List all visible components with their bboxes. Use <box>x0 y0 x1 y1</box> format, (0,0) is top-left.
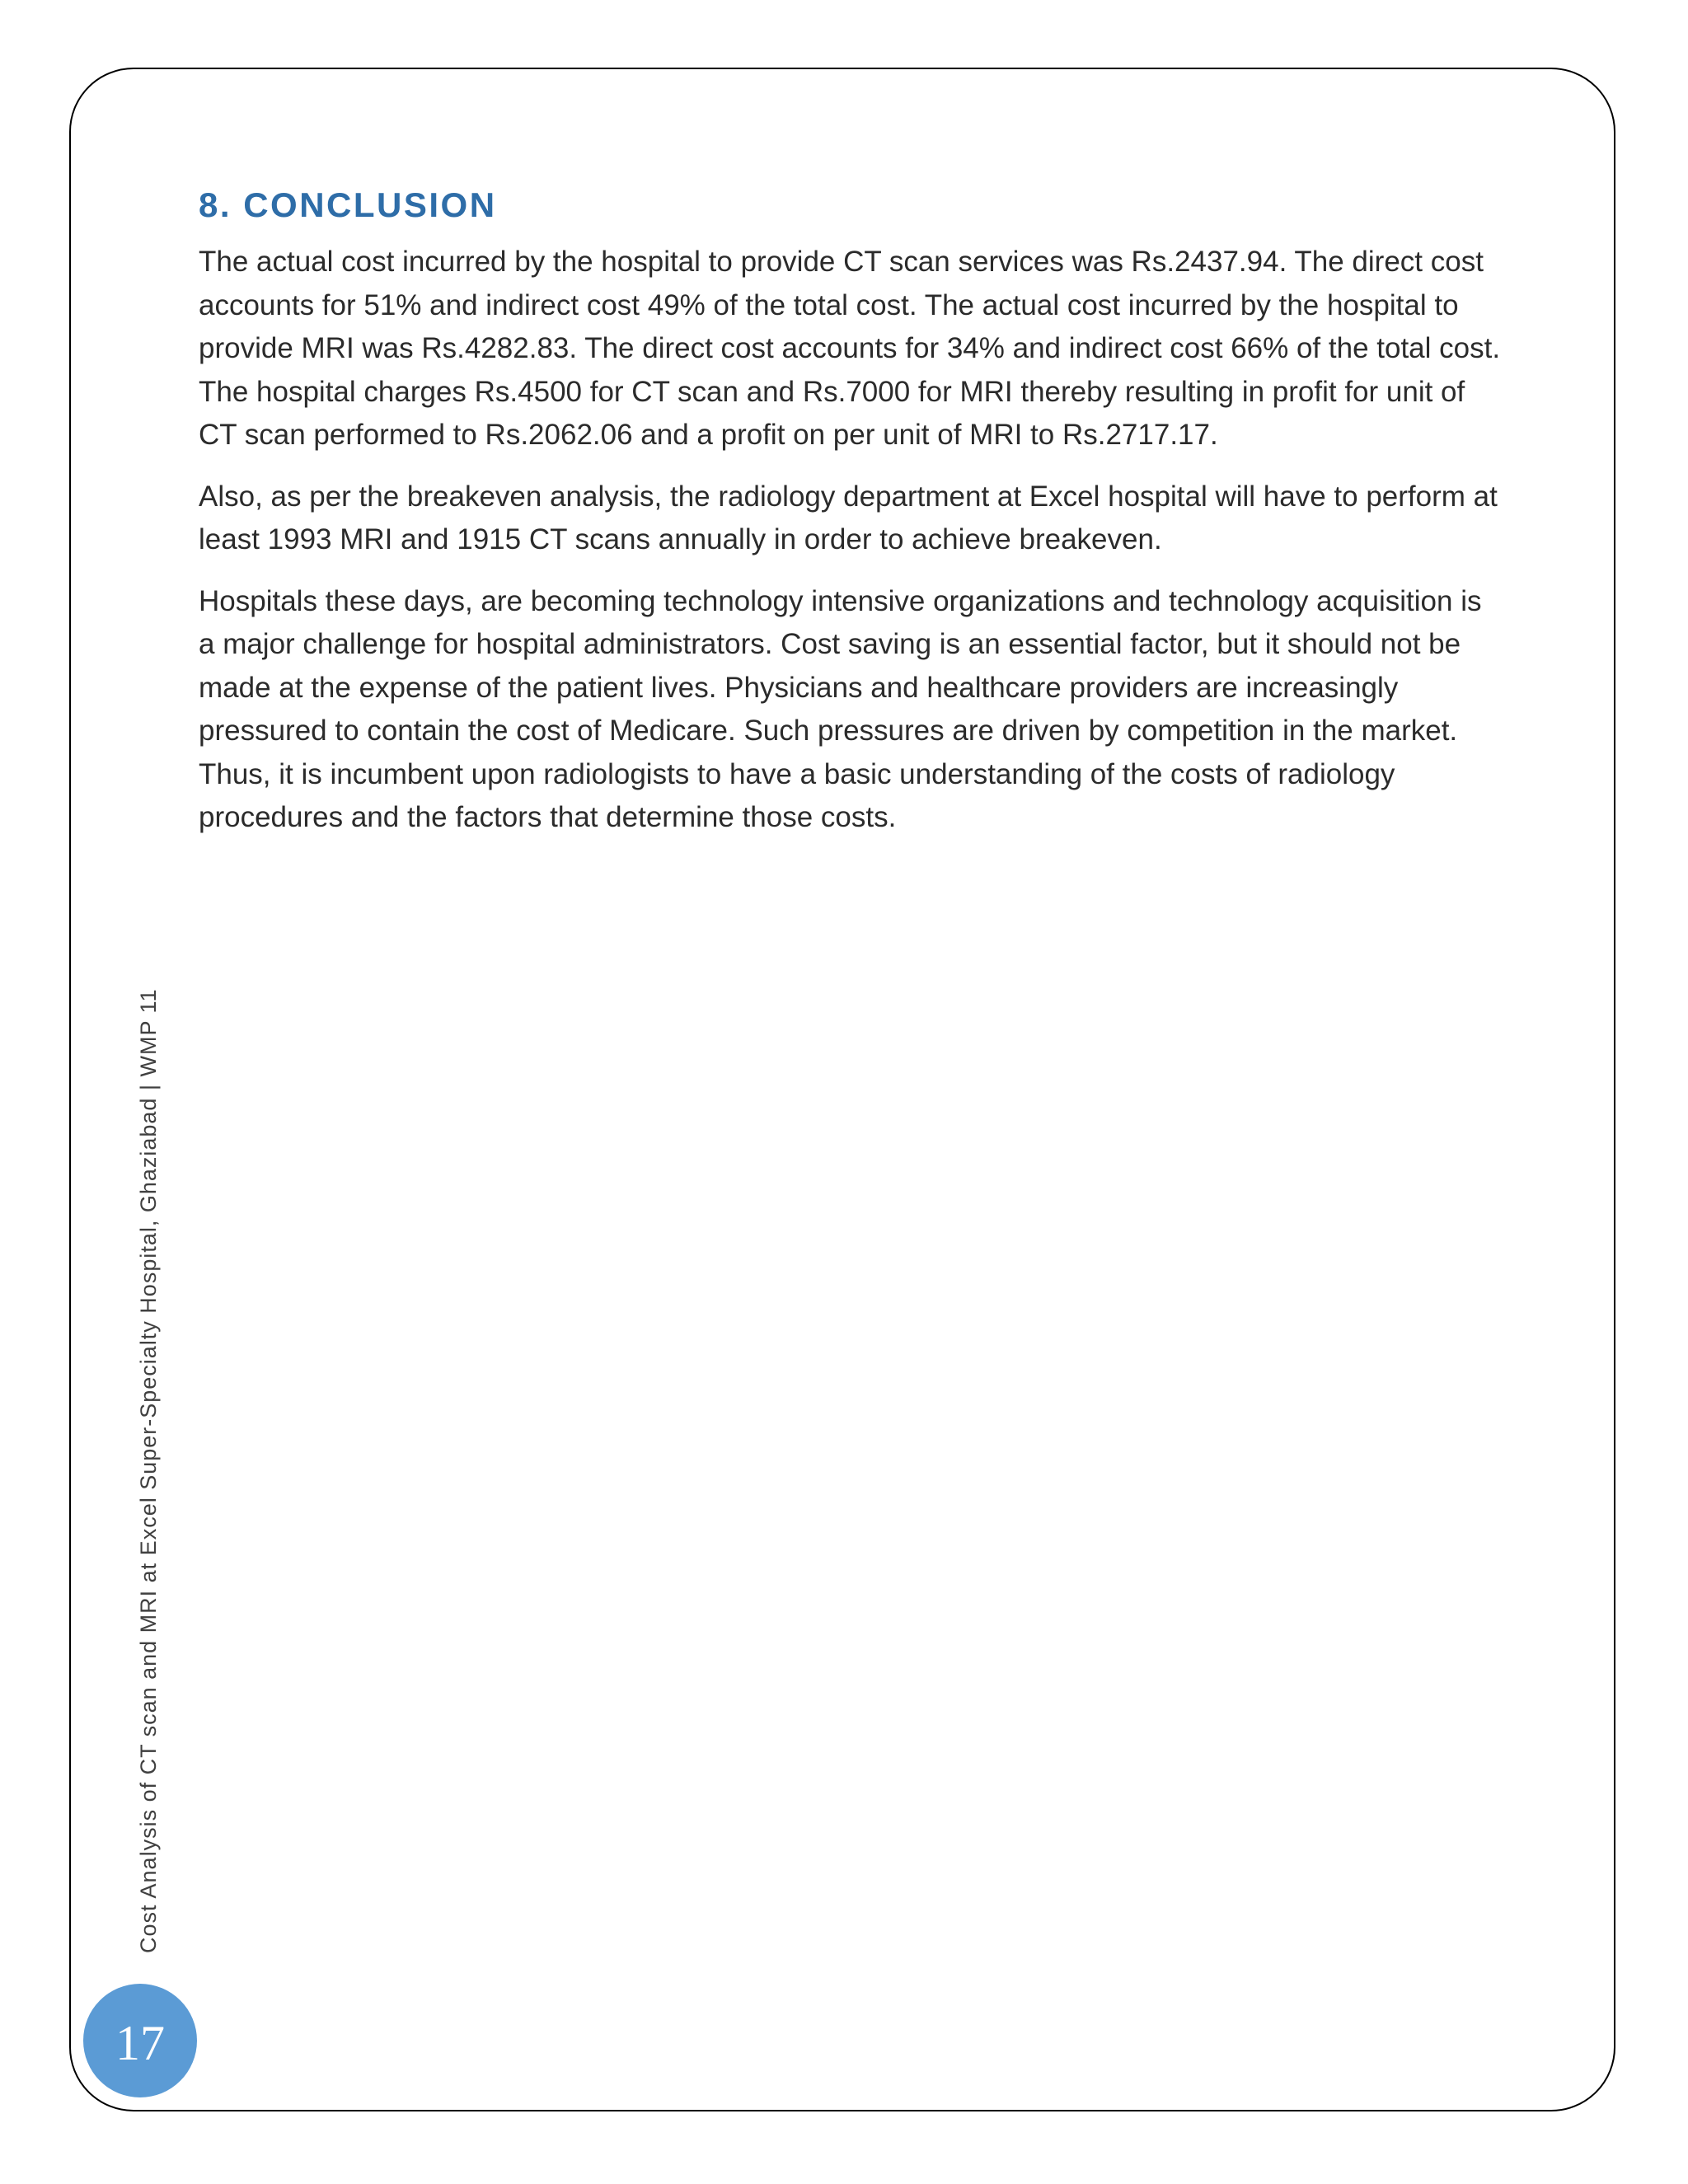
paragraph-breakeven: Also, as per the breakeven analysis, the radiology department at Excel hospital will have to perform at least 1993 MRI and 1915 CT scans annually in order to achieve breakeven. <box>199 480 1498 556</box>
running-title-vertical: Cost Analysis of CT scan and MRI at Excel Super-Specialty Hospital, Ghaziabad | WMP 11 <box>136 988 161 1953</box>
main-content <box>199 185 1501 858</box>
paragraph-technology: Hospitals these days, are becoming technology intensive organizations and technology acquisition is a major challenge for hospital administrators. Cost saving is an essential factor, but it should not be made at the expense of the patient lives. Physicians and healthcare providers are increasingly pressured to contain the cost of Medicare. Such pressures are driven by competition in the market. Thus, it is incumbent upon radiologists to have a basic understanding of the costs of radiology procedures and the factors that determine those costs. <box>199 584 1482 834</box>
section-heading: 8. CONCLUSION <box>199 185 497 224</box>
page-number: 17 <box>115 2016 165 2070</box>
page-number-badge <box>83 1984 197 2097</box>
paragraph-cost-summary: The actual cost incurred by the hospital to provide CT scan services was Rs.2437.94. The direct cost accounts for 51% and indirect cost 49% of the total cost. The actual cost incurred by the hospital to provide MRI was Rs.4282.83. The direct cost accounts for 34% and indirect cost 66% of the total cost. The hospital charges Rs.4500 for CT scan and Rs.7000 for MRI thereby resulting in profit for unit of CT scan performed to Rs.2062.06 and a profit on per unit of MRI to Rs.2717.17. <box>199 246 1501 452</box>
